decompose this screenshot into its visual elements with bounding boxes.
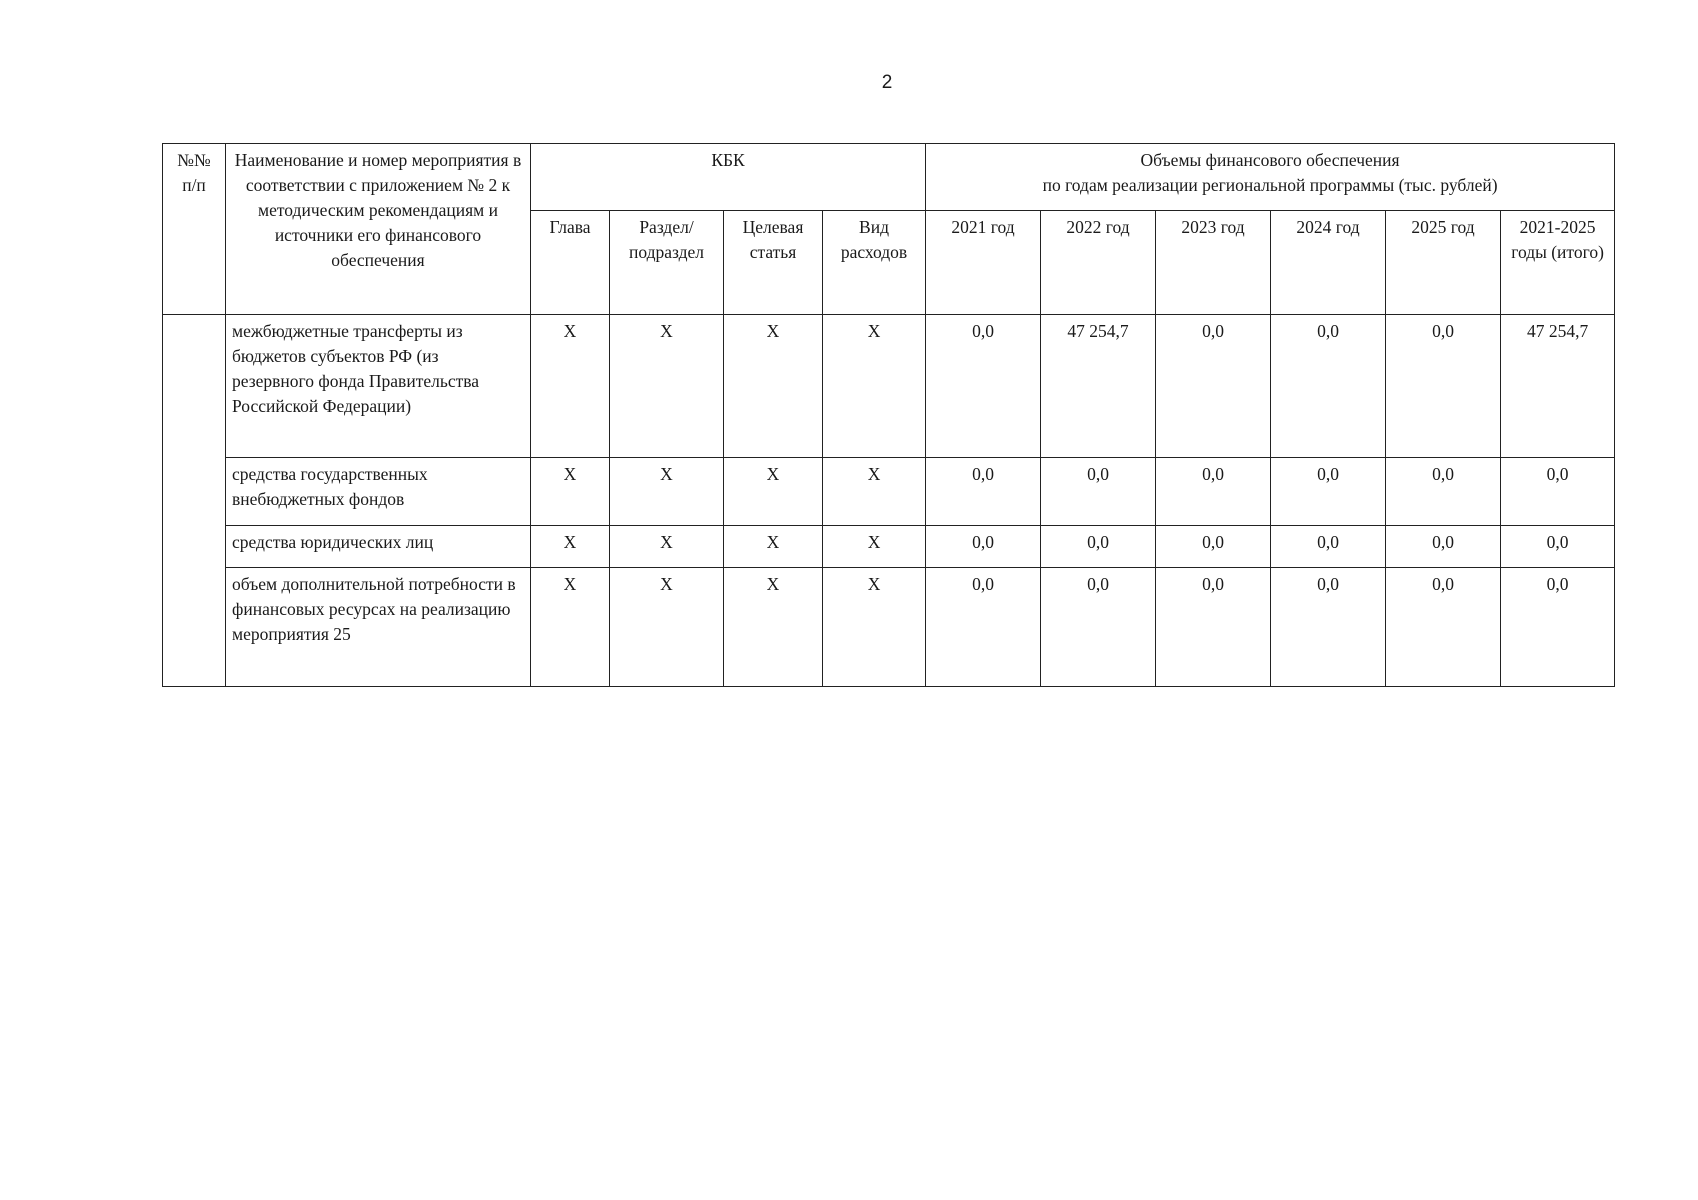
header-volumes-line1: Объемы финансового обеспечения: [1140, 150, 1400, 170]
row-value-2021: 0,0: [926, 315, 1041, 458]
row-name: объем дополнительной потребности в финансовых ресурсах на реализацию мероприятия 25: [226, 568, 531, 687]
row-name: средства государственных внебюджетных фондов: [226, 458, 531, 526]
header-kbk-razdel: Раздел/ подраздел: [610, 211, 724, 315]
row-num-cell: [163, 315, 226, 687]
row-value-2024: 0,0: [1271, 526, 1386, 568]
row-value-2023: 0,0: [1156, 526, 1271, 568]
row-value-2021: 0,0: [926, 526, 1041, 568]
row-kbk-glava: X: [531, 458, 610, 526]
row-kbk-razdel: X: [610, 458, 724, 526]
row-kbk-glava: X: [531, 568, 610, 687]
row-kbk-vid: X: [823, 315, 926, 458]
row-value-2021: 0,0: [926, 458, 1041, 526]
header-kbk-statya: Целевая статья: [724, 211, 823, 315]
header-year-2022: 2022 год: [1041, 211, 1156, 315]
row-kbk-glava: X: [531, 315, 610, 458]
table-row: [163, 526, 1615, 568]
row-name: средства юридических лиц: [226, 526, 531, 568]
header-kbk: КБК: [531, 144, 926, 211]
header-year-2025: 2025 год: [1386, 211, 1501, 315]
table-row: [163, 458, 1615, 526]
header-name: Наименование и номер мероприятия в соответствии с приложением № 2 к методическим рекомендациям и источники его финансового обеспечения: [226, 144, 531, 315]
row-value-2023: 0,0: [1156, 568, 1271, 687]
row-value-total: 0,0: [1501, 568, 1615, 687]
table-row: [163, 315, 1615, 458]
header-year-2023: 2023 год: [1156, 211, 1271, 315]
row-value-2024: 0,0: [1271, 458, 1386, 526]
row-kbk-razdel: X: [610, 315, 724, 458]
row-value-2022: 47 254,7: [1041, 315, 1156, 458]
header-volumes: [926, 144, 1615, 211]
row-name: межбюджетные трансферты из бюджетов субъектов РФ (из резервного фонда Правительства Российской Федерации): [226, 315, 531, 458]
header-kbk-vid: Вид расходов: [823, 211, 926, 315]
header-year-total: 2021-2025 годы (итого): [1501, 211, 1615, 315]
row-value-2023: 0,0: [1156, 458, 1271, 526]
row-kbk-vid: X: [823, 526, 926, 568]
financing-table: [162, 143, 1615, 687]
row-value-2024: 0,0: [1271, 315, 1386, 458]
row-value-2025: 0,0: [1386, 315, 1501, 458]
row-value-total: 0,0: [1501, 458, 1615, 526]
row-value-2025: 0,0: [1386, 568, 1501, 687]
row-value-2024: 0,0: [1271, 568, 1386, 687]
row-value-2025: 0,0: [1386, 458, 1501, 526]
table-row: [163, 568, 1615, 687]
header-kbk-glava: Глава: [531, 211, 610, 315]
row-value-total: 47 254,7: [1501, 315, 1615, 458]
row-kbk-statya: X: [724, 526, 823, 568]
row-kbk-razdel: X: [610, 526, 724, 568]
header-num: №№ п/п: [163, 144, 226, 315]
header-year-2021: 2021 год: [926, 211, 1041, 315]
row-kbk-razdel: X: [610, 568, 724, 687]
header-row-top: [163, 144, 1615, 211]
row-value-2022: 0,0: [1041, 568, 1156, 687]
page-number: 2: [881, 72, 893, 93]
row-kbk-statya: X: [724, 568, 823, 687]
row-kbk-vid: X: [823, 568, 926, 687]
row-value-2025: 0,0: [1386, 526, 1501, 568]
row-kbk-glava: X: [531, 526, 610, 568]
row-value-2022: 0,0: [1041, 526, 1156, 568]
row-kbk-statya: X: [724, 458, 823, 526]
row-value-2022: 0,0: [1041, 458, 1156, 526]
header-volumes-line2: по годам реализации региональной программы (тыс. рублей): [1042, 175, 1498, 195]
row-value-total: 0,0: [1501, 526, 1615, 568]
header-year-2024: 2024 год: [1271, 211, 1386, 315]
row-value-2021: 0,0: [926, 568, 1041, 687]
row-kbk-statya: X: [724, 315, 823, 458]
row-kbk-vid: X: [823, 458, 926, 526]
row-value-2023: 0,0: [1156, 315, 1271, 458]
